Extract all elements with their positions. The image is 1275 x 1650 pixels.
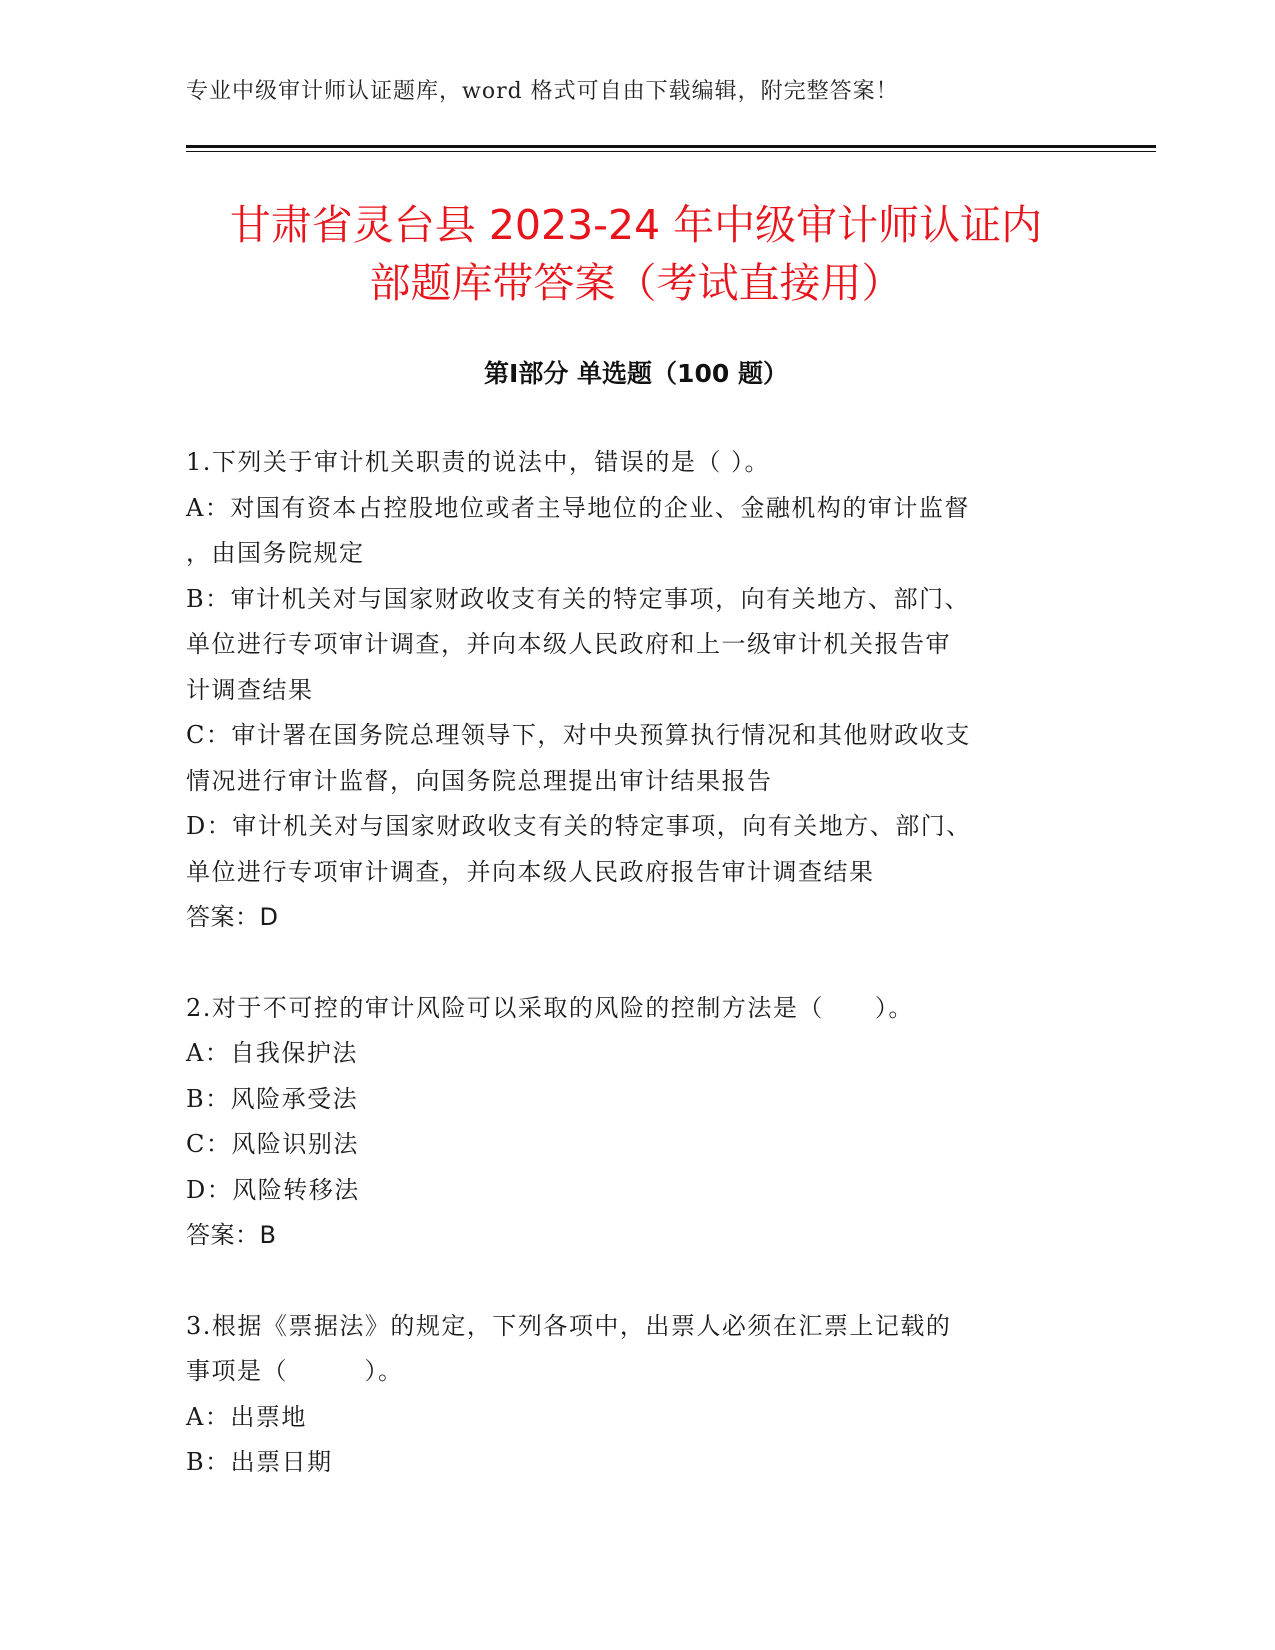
option-d: 单位进行专项审计调查，并向本级人民政府报告审计调查结果 bbox=[186, 857, 875, 886]
option-a: A：出票地 bbox=[186, 1402, 307, 1431]
question-stem: 2.对于不可控的审计风险可以采取的风险的控制方法是（ ）。 bbox=[186, 993, 914, 1022]
header-note: 专业中级审计师认证题库，word 格式可自由下载编辑，附完整答案！ bbox=[186, 79, 899, 104]
question-block bbox=[186, 1304, 1086, 1486]
option-c: 情况进行审计监督，向国务院总理提出审计结果报告 bbox=[186, 766, 773, 795]
question-stem: 1.下列关于审计机关职责的说法中，错误的是（ ）。 bbox=[186, 448, 771, 476]
question-stem: 3.根据《票据法》的规定，下列各项中，出票人必须在汇票上记载的 bbox=[186, 1311, 952, 1340]
option-b: B：出票日期 bbox=[186, 1448, 333, 1476]
option-b: 单位进行专项审计调查，并向本级人民政府和上一级审计机关报告审 bbox=[186, 630, 951, 658]
option-a: A：自我保护法 bbox=[186, 1039, 358, 1067]
question-block bbox=[186, 986, 1086, 1259]
option-b: B：风险承受法 bbox=[186, 1084, 359, 1113]
option-a: ，由国务院规定 bbox=[186, 539, 365, 567]
title-line-2: 部题库带答案（考试直接用） bbox=[369, 259, 903, 307]
question-list bbox=[186, 440, 1086, 1531]
header-rule-thick bbox=[186, 145, 1156, 148]
option-b: 计调查结果 bbox=[186, 675, 314, 704]
option-d: D：风险转移法 bbox=[186, 1175, 360, 1204]
question-block bbox=[186, 440, 1086, 941]
header-rule-thin bbox=[186, 151, 1156, 152]
title-line-1: 甘肃省灵台县 2023-24 年中级审计师认证内 bbox=[229, 201, 1043, 249]
option-d: D：审计机关对与国家财政收支有关的特定事项，向有关地方、部门、 bbox=[186, 812, 972, 840]
answer-line: 答案：D bbox=[186, 903, 279, 931]
question-stem: 事项是（ ）。 bbox=[186, 1357, 404, 1385]
answer-line: 答案：B bbox=[186, 1221, 277, 1249]
option-c: C：风险识别法 bbox=[186, 1130, 359, 1158]
option-b: B：审计机关对与国家财政收支有关的特定事项，向有关地方、部门、 bbox=[186, 584, 971, 613]
option-c: C：审计署在国务院总理领导下，对中央预算执行情况和其他财政收支 bbox=[186, 721, 971, 749]
document-title bbox=[186, 196, 1086, 312]
option-a: A：对国有资本占控股地位或者主导地位的企业、金融机构的审计监督 bbox=[186, 493, 970, 522]
section-title: 第Ⅰ部分 单选题（100 题） bbox=[484, 359, 788, 388]
